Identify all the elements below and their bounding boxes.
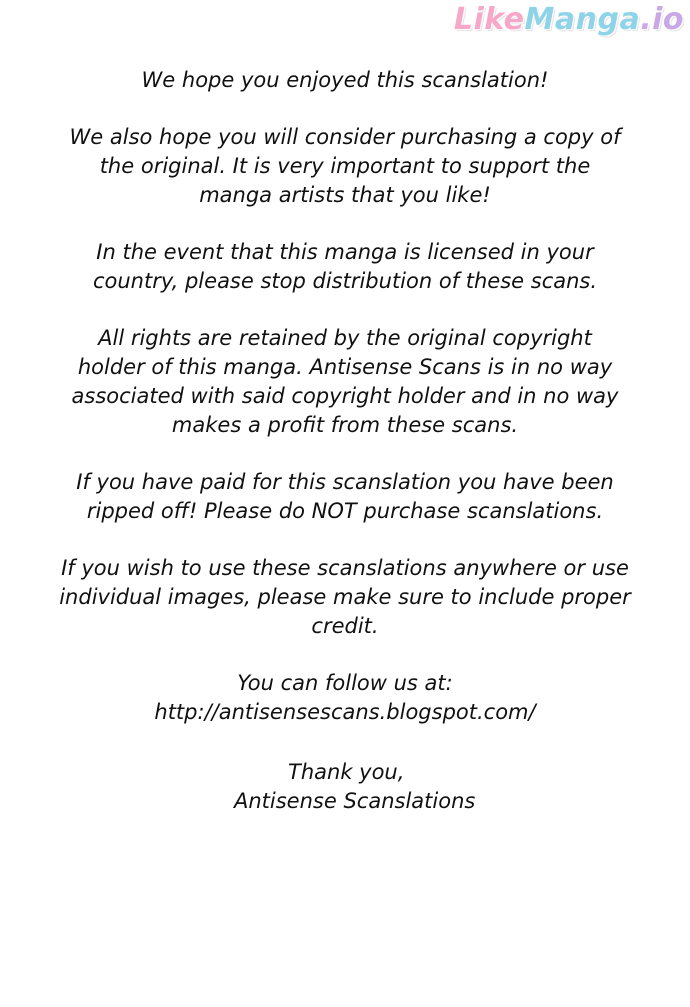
paragraph-1-line-1: We hope you enjoyed this scanslation! xyxy=(141,68,549,92)
paragraph-5-line-2: ripped off! Please do NOT purchase scanslations. xyxy=(86,499,604,523)
paragraph-4-line-4: makes a profit from these scans. xyxy=(171,413,519,437)
blog-url-text: http://antisensescans.blogspot.com/ xyxy=(154,700,536,724)
signoff-group-name: Antisense Scanslations xyxy=(234,789,476,813)
paragraph-4-line-1: All rights are retained by the original copyright xyxy=(98,326,592,350)
paragraph-2-line-3: manga artists that you like! xyxy=(199,183,491,207)
paragraph-6-line-1: If you wish to use these scanslations anywhere or use xyxy=(61,556,629,580)
notice-text xyxy=(20,66,670,727)
paragraph-6-line-3: credit. xyxy=(311,614,379,638)
paragraph-3-line-2: country, please stop distribution of these scans. xyxy=(92,269,598,293)
watermark-logo xyxy=(454,2,684,38)
paragraph-4-line-3: associated with said copyright holder and in no way xyxy=(71,384,619,408)
signoff xyxy=(20,758,670,816)
paragraph-2-line-1: We also hope you will consider purchasing a copy of xyxy=(69,125,621,149)
paragraph-4-line-2: holder of this manga. Antisense Scans is in no way xyxy=(77,355,613,379)
watermark-part-io: .io xyxy=(640,2,684,37)
paragraph-6-line-2: individual images, please make sure to include proper xyxy=(59,585,631,609)
paragraph-3-line-1: In the event that this manga is licensed in your xyxy=(96,240,594,264)
paragraph-5-line-1: If you have paid for this scanslation you have been xyxy=(76,470,614,494)
watermark-part-manga: Manga xyxy=(524,2,641,37)
paragraph-2-line-2: the original. It is very important to support the xyxy=(99,154,591,178)
follow-us-label: You can follow us at: xyxy=(237,671,453,695)
signoff-thanks: Thank you, xyxy=(288,760,405,784)
watermark-part-like: Like xyxy=(453,2,525,37)
